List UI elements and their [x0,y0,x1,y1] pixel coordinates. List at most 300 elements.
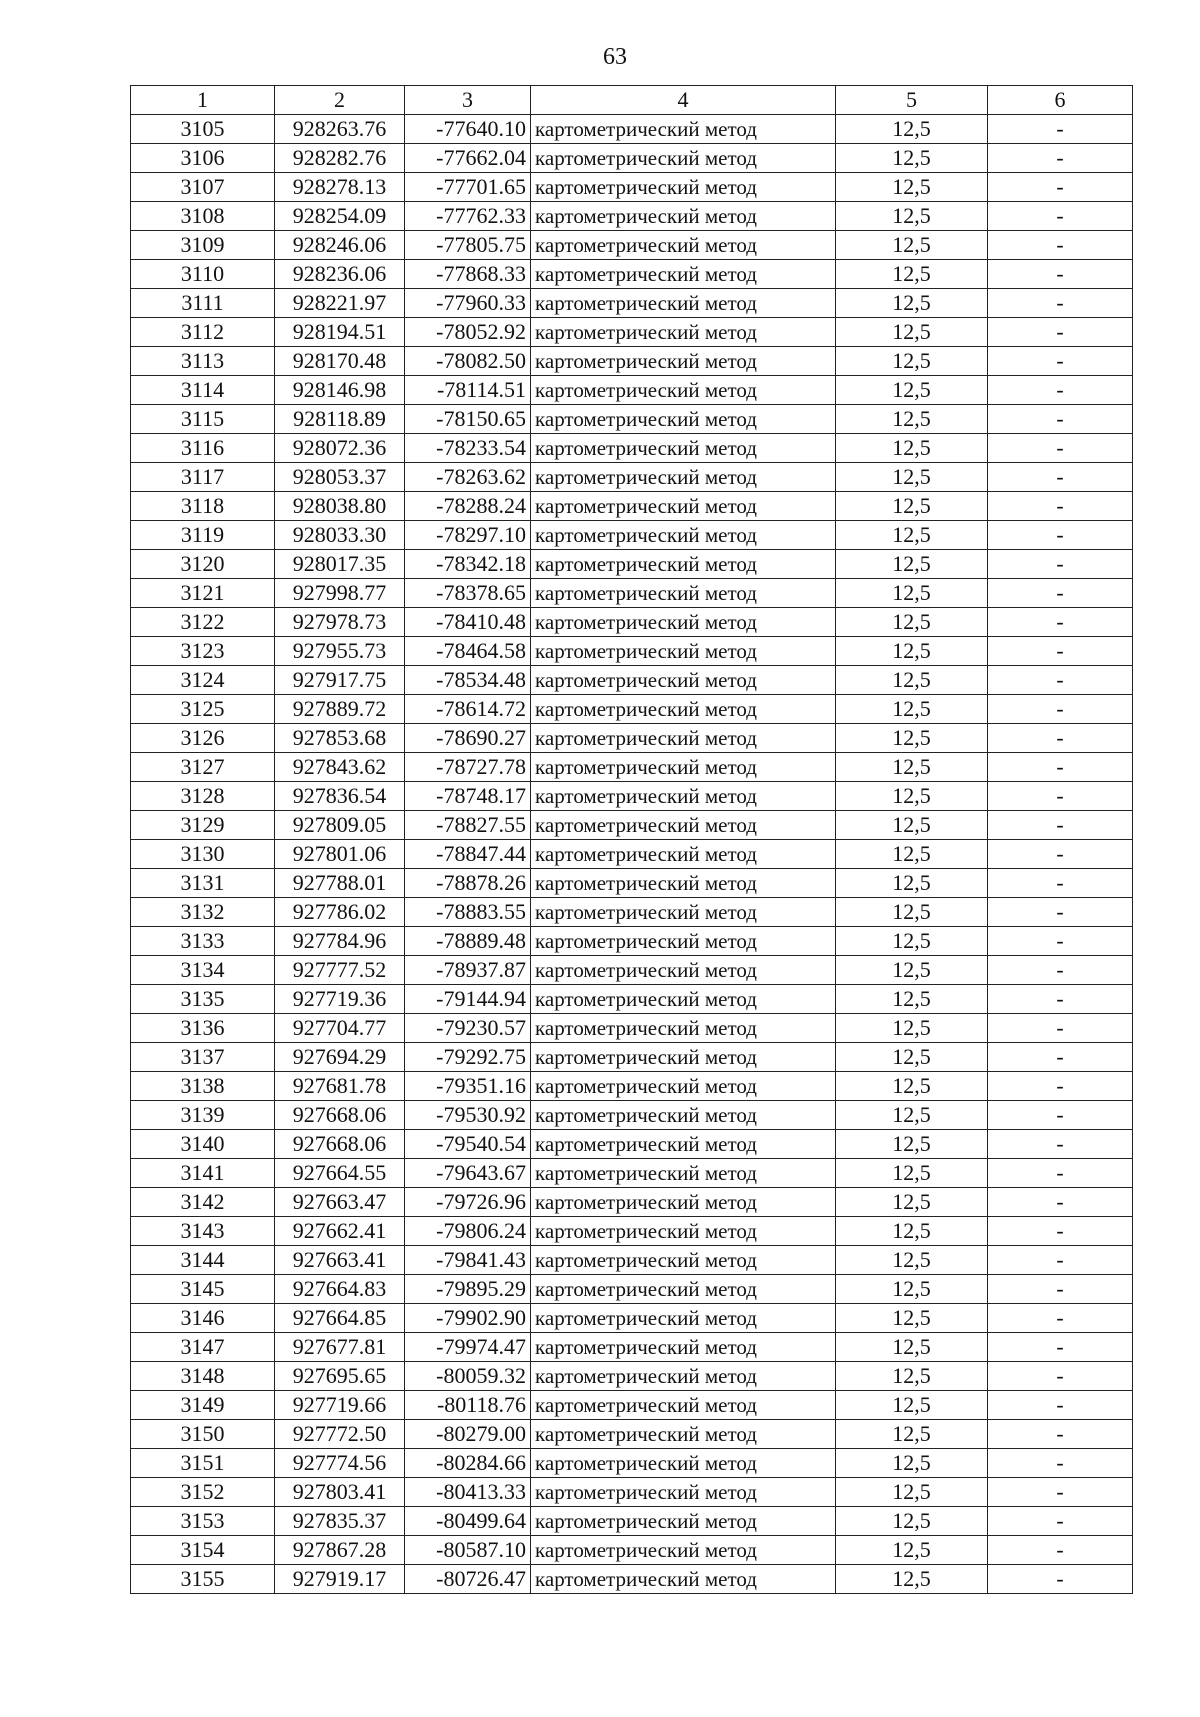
point-number-cell: 3107 [131,173,275,202]
method-cell: картометрический метод [531,289,836,318]
y-coordinate-cell: -78410.48 [405,608,531,637]
note-cell: - [988,115,1133,144]
table-row [131,927,1133,956]
y-coordinate-cell: -78727.78 [405,753,531,782]
accuracy-cell: 12,5 [836,1014,988,1043]
y-coordinate-cell: -79643.67 [405,1159,531,1188]
method-cell: картометрический метод [531,1159,836,1188]
method-cell: картометрический метод [531,1072,836,1101]
table-row [131,695,1133,724]
accuracy-cell: 12,5 [836,1072,988,1101]
method-cell: картометрический метод [531,405,836,434]
table-row [131,1275,1133,1304]
note-cell: - [988,376,1133,405]
table-row [131,1304,1133,1333]
note-cell: - [988,289,1133,318]
x-coordinate-cell: 928254.09 [275,202,405,231]
note-cell: - [988,463,1133,492]
x-coordinate-cell: 927917.75 [275,666,405,695]
point-number-cell: 3140 [131,1130,275,1159]
method-cell: картометрический метод [531,1507,836,1536]
table-header-row [131,86,1133,115]
note-cell: - [988,492,1133,521]
point-number-cell: 3127 [131,753,275,782]
y-coordinate-cell: -78878.26 [405,869,531,898]
point-number-cell: 3125 [131,695,275,724]
x-coordinate-cell: 928194.51 [275,318,405,347]
note-cell: - [988,347,1133,376]
x-coordinate-cell: 927719.66 [275,1391,405,1420]
table-row [131,1536,1133,1565]
x-coordinate-cell: 928278.13 [275,173,405,202]
method-cell: картометрический метод [531,927,836,956]
note-cell: - [988,1536,1133,1565]
note-cell: - [988,579,1133,608]
accuracy-cell: 12,5 [836,753,988,782]
x-coordinate-cell: 927978.73 [275,608,405,637]
table-row [131,289,1133,318]
point-number-cell: 3124 [131,666,275,695]
table-row [131,1507,1133,1536]
note-cell: - [988,1246,1133,1275]
method-cell: картометрический метод [531,260,836,289]
point-number-cell: 3110 [131,260,275,289]
y-coordinate-cell: -78378.65 [405,579,531,608]
table-row [131,318,1133,347]
table-row [131,202,1133,231]
method-cell: картометрический метод [531,434,836,463]
table-row [131,637,1133,666]
point-number-cell: 3155 [131,1565,275,1594]
accuracy-cell: 12,5 [836,202,988,231]
point-number-cell: 3126 [131,724,275,753]
x-coordinate-cell: 927681.78 [275,1072,405,1101]
accuracy-cell: 12,5 [836,550,988,579]
accuracy-cell: 12,5 [836,318,988,347]
note-cell: - [988,231,1133,260]
accuracy-cell: 12,5 [836,782,988,811]
method-cell: картометрический метод [531,115,836,144]
x-coordinate-cell: 928072.36 [275,434,405,463]
note-cell: - [988,173,1133,202]
note-cell: - [988,1130,1133,1159]
table-row [131,869,1133,898]
x-coordinate-cell: 928033.30 [275,521,405,550]
note-cell: - [988,1217,1133,1246]
accuracy-cell: 12,5 [836,144,988,173]
table-row [131,231,1133,260]
table-row [131,1188,1133,1217]
accuracy-cell: 12,5 [836,115,988,144]
x-coordinate-cell: 927664.83 [275,1275,405,1304]
table-row [131,376,1133,405]
note-cell: - [988,840,1133,869]
accuracy-cell: 12,5 [836,1101,988,1130]
method-cell: картометрический метод [531,840,836,869]
method-cell: картометрический метод [531,753,836,782]
y-coordinate-cell: -79540.54 [405,1130,531,1159]
table-row [131,1101,1133,1130]
note-cell: - [988,1072,1133,1101]
note-cell: - [988,869,1133,898]
point-number-cell: 3137 [131,1043,275,1072]
accuracy-cell: 12,5 [836,1275,988,1304]
note-cell: - [988,898,1133,927]
point-number-cell: 3105 [131,115,275,144]
note-cell: - [988,405,1133,434]
point-number-cell: 3123 [131,637,275,666]
method-cell: картометрический метод [531,1275,836,1304]
x-coordinate-cell: 927664.85 [275,1304,405,1333]
accuracy-cell: 12,5 [836,1391,988,1420]
accuracy-cell: 12,5 [836,173,988,202]
point-number-cell: 3116 [131,434,275,463]
y-coordinate-cell: -78534.48 [405,666,531,695]
y-coordinate-cell: -79902.90 [405,1304,531,1333]
x-coordinate-cell: 927662.41 [275,1217,405,1246]
method-cell: картометрический метод [531,1217,836,1246]
note-cell: - [988,1014,1133,1043]
y-coordinate-cell: -78614.72 [405,695,531,724]
method-cell: картометрический метод [531,1043,836,1072]
x-coordinate-cell: 927843.62 [275,753,405,782]
note-cell: - [988,608,1133,637]
x-coordinate-cell: 927663.47 [275,1188,405,1217]
column-header: 4 [531,86,836,115]
y-coordinate-cell: -78233.54 [405,434,531,463]
accuracy-cell: 12,5 [836,695,988,724]
x-coordinate-cell: 927919.17 [275,1565,405,1594]
accuracy-cell: 12,5 [836,1420,988,1449]
note-cell: - [988,260,1133,289]
table-row [131,115,1133,144]
x-coordinate-cell: 927774.56 [275,1449,405,1478]
point-number-cell: 3136 [131,1014,275,1043]
point-number-cell: 3115 [131,405,275,434]
table-row [131,1449,1133,1478]
x-coordinate-cell: 927777.52 [275,956,405,985]
accuracy-cell: 12,5 [836,1130,988,1159]
table-row [131,1565,1133,1594]
accuracy-cell: 12,5 [836,434,988,463]
method-cell: картометрический метод [531,1478,836,1507]
table-row [131,956,1133,985]
table-row [131,1130,1133,1159]
x-coordinate-cell: 927803.41 [275,1478,405,1507]
point-number-cell: 3142 [131,1188,275,1217]
method-cell: картометрический метод [531,521,836,550]
point-number-cell: 3134 [131,956,275,985]
accuracy-cell: 12,5 [836,985,988,1014]
accuracy-cell: 12,5 [836,869,988,898]
table-row [131,173,1133,202]
x-coordinate-cell: 927955.73 [275,637,405,666]
table-row [131,492,1133,521]
accuracy-cell: 12,5 [836,405,988,434]
point-number-cell: 3153 [131,1507,275,1536]
x-coordinate-cell: 927772.50 [275,1420,405,1449]
accuracy-cell: 12,5 [836,1043,988,1072]
x-coordinate-cell: 927668.06 [275,1130,405,1159]
method-cell: картометрический метод [531,579,836,608]
note-cell: - [988,1043,1133,1072]
y-coordinate-cell: -78052.92 [405,318,531,347]
x-coordinate-cell: 927853.68 [275,724,405,753]
y-coordinate-cell: -78889.48 [405,927,531,956]
x-coordinate-cell: 927835.37 [275,1507,405,1536]
x-coordinate-cell: 927788.01 [275,869,405,898]
accuracy-cell: 12,5 [836,608,988,637]
point-number-cell: 3132 [131,898,275,927]
point-number-cell: 3118 [131,492,275,521]
method-cell: картометрический метод [531,1391,836,1420]
accuracy-cell: 12,5 [836,927,988,956]
note-cell: - [988,1275,1133,1304]
table-row [131,579,1133,608]
y-coordinate-cell: -78748.17 [405,782,531,811]
note-cell: - [988,1449,1133,1478]
table-row [131,898,1133,927]
y-coordinate-cell: -77640.10 [405,115,531,144]
y-coordinate-cell: -78690.27 [405,724,531,753]
method-cell: картометрический метод [531,695,836,724]
point-number-cell: 3119 [131,521,275,550]
point-number-cell: 3148 [131,1362,275,1391]
accuracy-cell: 12,5 [836,521,988,550]
table-row [131,753,1133,782]
accuracy-cell: 12,5 [836,1217,988,1246]
accuracy-cell: 12,5 [836,840,988,869]
accuracy-cell: 12,5 [836,1246,988,1275]
note-cell: - [988,202,1133,231]
y-coordinate-cell: -79806.24 [405,1217,531,1246]
y-coordinate-cell: -78827.55 [405,811,531,840]
table-row [131,666,1133,695]
y-coordinate-cell: -80059.32 [405,1362,531,1391]
y-coordinate-cell: -80279.00 [405,1420,531,1449]
accuracy-cell: 12,5 [836,1159,988,1188]
x-coordinate-cell: 927677.81 [275,1333,405,1362]
point-number-cell: 3128 [131,782,275,811]
table-row [131,1391,1133,1420]
note-cell: - [988,666,1133,695]
table-row [131,1333,1133,1362]
point-number-cell: 3152 [131,1478,275,1507]
method-cell: картометрический метод [531,1333,836,1362]
note-cell: - [988,695,1133,724]
point-number-cell: 3133 [131,927,275,956]
accuracy-cell: 12,5 [836,347,988,376]
x-coordinate-cell: 927998.77 [275,579,405,608]
accuracy-cell: 12,5 [836,724,988,753]
y-coordinate-cell: -80587.10 [405,1536,531,1565]
point-number-cell: 3114 [131,376,275,405]
method-cell: картометрический метод [531,1246,836,1275]
note-cell: - [988,1420,1133,1449]
method-cell: картометрический метод [531,347,836,376]
column-header: 6 [988,86,1133,115]
page-number: 63 [603,44,627,70]
column-header: 1 [131,86,275,115]
table-row [131,840,1133,869]
note-cell: - [988,811,1133,840]
note-cell: - [988,927,1133,956]
point-number-cell: 3117 [131,463,275,492]
note-cell: - [988,1333,1133,1362]
table-row [131,608,1133,637]
accuracy-cell: 12,5 [836,898,988,927]
table-row [131,1420,1133,1449]
method-cell: картометрический метод [531,1362,836,1391]
method-cell: картометрический метод [531,202,836,231]
point-number-cell: 3112 [131,318,275,347]
x-coordinate-cell: 928282.76 [275,144,405,173]
table-row [131,521,1133,550]
point-number-cell: 3149 [131,1391,275,1420]
y-coordinate-cell: -78883.55 [405,898,531,927]
point-number-cell: 3130 [131,840,275,869]
y-coordinate-cell: -78937.87 [405,956,531,985]
note-cell: - [988,1391,1133,1420]
x-coordinate-cell: 928236.06 [275,260,405,289]
point-number-cell: 3139 [131,1101,275,1130]
method-cell: картометрический метод [531,463,836,492]
x-coordinate-cell: 927664.55 [275,1159,405,1188]
y-coordinate-cell: -80118.76 [405,1391,531,1420]
table-row [131,144,1133,173]
note-cell: - [988,144,1133,173]
y-coordinate-cell: -79230.57 [405,1014,531,1043]
method-cell: картометрический метод [531,869,836,898]
table-row [131,811,1133,840]
method-cell: картометрический метод [531,1101,836,1130]
column-header: 2 [275,86,405,115]
accuracy-cell: 12,5 [836,1449,988,1478]
accuracy-cell: 12,5 [836,1188,988,1217]
x-coordinate-cell: 927695.65 [275,1362,405,1391]
column-header: 5 [836,86,988,115]
accuracy-cell: 12,5 [836,492,988,521]
coordinates-table [130,85,1133,1594]
x-coordinate-cell: 927704.77 [275,1014,405,1043]
point-number-cell: 3150 [131,1420,275,1449]
y-coordinate-cell: -80284.66 [405,1449,531,1478]
x-coordinate-cell: 927668.06 [275,1101,405,1130]
note-cell: - [988,1478,1133,1507]
table-row [131,434,1133,463]
note-cell: - [988,1304,1133,1333]
note-cell: - [988,782,1133,811]
note-cell: - [988,1159,1133,1188]
table-row [131,1159,1133,1188]
method-cell: картометрический метод [531,1420,836,1449]
y-coordinate-cell: -78297.10 [405,521,531,550]
table-row [131,347,1133,376]
table-row [131,1014,1133,1043]
accuracy-cell: 12,5 [836,1478,988,1507]
accuracy-cell: 12,5 [836,956,988,985]
method-cell: картометрический метод [531,666,836,695]
accuracy-cell: 12,5 [836,666,988,695]
y-coordinate-cell: -77805.75 [405,231,531,260]
x-coordinate-cell: 927663.41 [275,1246,405,1275]
y-coordinate-cell: -78082.50 [405,347,531,376]
y-coordinate-cell: -77960.33 [405,289,531,318]
accuracy-cell: 12,5 [836,1507,988,1536]
point-number-cell: 3109 [131,231,275,260]
point-number-cell: 3129 [131,811,275,840]
table-row [131,550,1133,579]
accuracy-cell: 12,5 [836,463,988,492]
method-cell: картометрический метод [531,1536,836,1565]
point-number-cell: 3141 [131,1159,275,1188]
method-cell: картометрический метод [531,956,836,985]
table-row [131,1362,1133,1391]
method-cell: картометрический метод [531,898,836,927]
method-cell: картометрический метод [531,144,836,173]
x-coordinate-cell: 927809.05 [275,811,405,840]
method-cell: картометрический метод [531,985,836,1014]
accuracy-cell: 12,5 [836,1362,988,1391]
y-coordinate-cell: -77762.33 [405,202,531,231]
x-coordinate-cell: 927836.54 [275,782,405,811]
method-cell: картометрический метод [531,173,836,202]
method-cell: картометрический метод [531,1014,836,1043]
column-header: 3 [405,86,531,115]
y-coordinate-cell: -79974.47 [405,1333,531,1362]
accuracy-cell: 12,5 [836,579,988,608]
accuracy-cell: 12,5 [836,811,988,840]
accuracy-cell: 12,5 [836,260,988,289]
y-coordinate-cell: -80499.64 [405,1507,531,1536]
table-row [131,724,1133,753]
table-row [131,260,1133,289]
method-cell: картометрический метод [531,724,836,753]
method-cell: картометрический метод [531,1130,836,1159]
note-cell: - [988,1565,1133,1594]
y-coordinate-cell: -79530.92 [405,1101,531,1130]
note-cell: - [988,550,1133,579]
y-coordinate-cell: -78263.62 [405,463,531,492]
table-body [131,115,1133,1594]
note-cell: - [988,1362,1133,1391]
method-cell: картометрический метод [531,811,836,840]
y-coordinate-cell: -78847.44 [405,840,531,869]
point-number-cell: 3135 [131,985,275,1014]
point-number-cell: 3143 [131,1217,275,1246]
y-coordinate-cell: -77868.33 [405,260,531,289]
point-number-cell: 3154 [131,1536,275,1565]
table-row [131,1043,1133,1072]
y-coordinate-cell: -78342.18 [405,550,531,579]
y-coordinate-cell: -79895.29 [405,1275,531,1304]
point-number-cell: 3147 [131,1333,275,1362]
point-number-cell: 3122 [131,608,275,637]
note-cell: - [988,724,1133,753]
method-cell: картометрический метод [531,231,836,260]
method-cell: картометрический метод [531,637,836,666]
point-number-cell: 3145 [131,1275,275,1304]
method-cell: картометрический метод [531,1449,836,1478]
point-number-cell: 3144 [131,1246,275,1275]
x-coordinate-cell: 928221.97 [275,289,405,318]
point-number-cell: 3121 [131,579,275,608]
method-cell: картометрический метод [531,550,836,579]
note-cell: - [988,1188,1133,1217]
method-cell: картометрический метод [531,492,836,521]
x-coordinate-cell: 928146.98 [275,376,405,405]
point-number-cell: 3108 [131,202,275,231]
